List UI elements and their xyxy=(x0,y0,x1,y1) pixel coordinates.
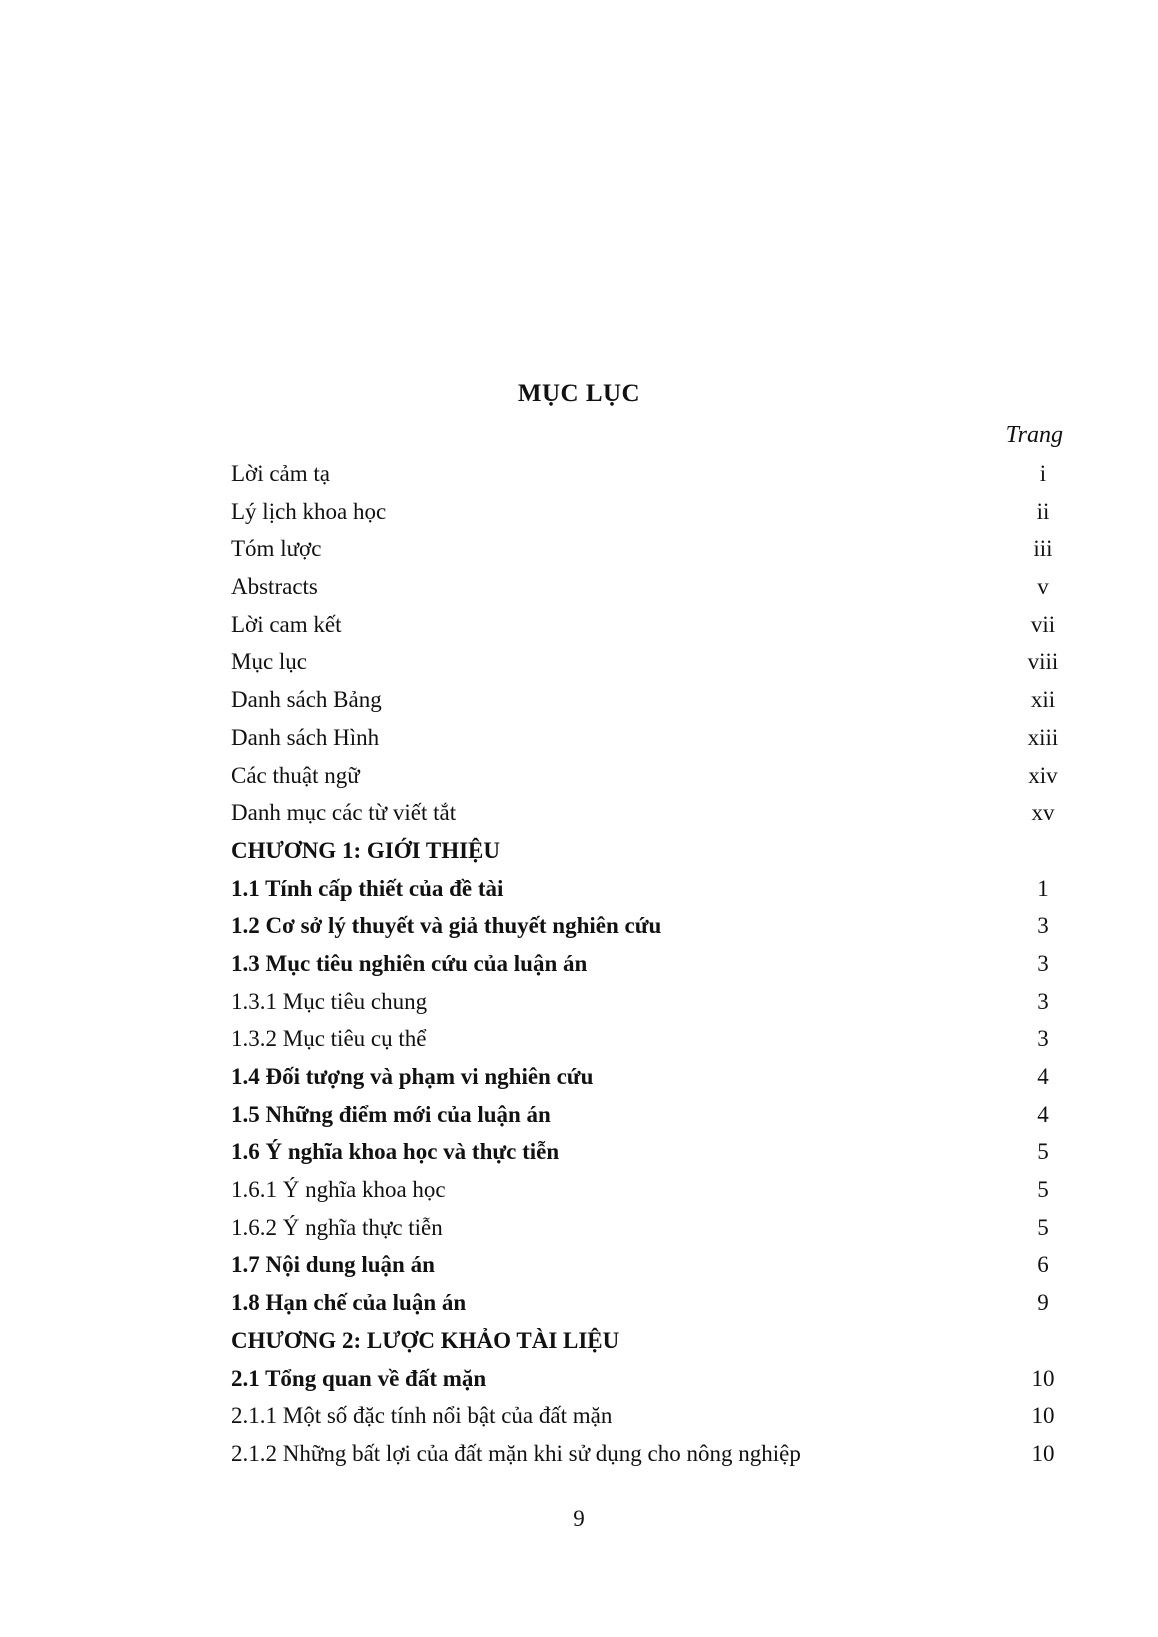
toc-entry-label: 1.3.1 Mục tiêu chung xyxy=(231,988,428,1014)
toc-entry-page: 4 xyxy=(1037,1064,1049,1089)
toc-entry xyxy=(231,1246,1073,1284)
toc-entry-label: 1.4 Đối tượng và phạm vi nghiên cứu xyxy=(231,1064,594,1089)
toc-entry-label: 1.6 Ý nghĩa khoa học và thực tiễn xyxy=(231,1139,560,1165)
toc-entry-label: Lời cam kết xyxy=(231,611,342,637)
table-of-contents xyxy=(231,455,1073,1473)
toc-entry-label: 1.8 Hạn chế của luận án xyxy=(231,1290,467,1316)
toc-entry-page: 3 xyxy=(1037,950,1049,976)
toc-entry-page: 3 xyxy=(1037,1026,1049,1052)
toc-entry xyxy=(231,1058,1073,1096)
toc-entry xyxy=(231,1171,1073,1209)
toc-entry-page: 10 xyxy=(1031,1440,1055,1466)
toc-entry xyxy=(231,832,1073,870)
toc-entry xyxy=(231,1133,1073,1171)
toc-entry-page: 3 xyxy=(1037,988,1049,1014)
toc-entry xyxy=(231,983,1073,1021)
toc-entry xyxy=(231,455,1073,493)
toc-entry-page: 10 xyxy=(1031,1403,1055,1429)
toc-entry-page: xii xyxy=(1030,687,1056,713)
toc-entry-label: Các thuật ngữ xyxy=(231,762,360,788)
toc-entry-page: 1 xyxy=(1037,875,1049,901)
toc-entry xyxy=(231,1397,1073,1435)
toc-entry-label: CHƯƠNG 2: LƯỢC KHẢO TÀI LIỆU xyxy=(231,1327,620,1353)
page-title: MỤC LỤC xyxy=(517,380,641,407)
toc-entry xyxy=(231,945,1073,983)
page-column-header: Trang xyxy=(1005,422,1063,448)
toc-entry-label: 1.1 Tính cấp thiết của đề tài xyxy=(231,875,504,901)
toc-entry xyxy=(231,757,1073,795)
toc-entry-page: xv xyxy=(1031,800,1055,826)
toc-entry-label: 1.3.2 Mục tiêu cụ thể xyxy=(231,1026,427,1052)
toc-entry xyxy=(231,1435,1073,1473)
toc-entry-page: xiii xyxy=(1027,724,1059,750)
toc-entry xyxy=(231,681,1073,719)
toc-entry xyxy=(231,1096,1073,1134)
toc-entry-page: 5 xyxy=(1037,1139,1049,1165)
toc-entry-label: 1.5 Những điểm mới của luận án xyxy=(231,1101,551,1127)
toc-entry-page: 10 xyxy=(1031,1365,1055,1391)
toc-entry-label: 2.1.2 Những bất lợi của đất mặn khi sử dụng cho nông nghiệp xyxy=(231,1440,801,1466)
toc-entry-label: 2.1 Tổng quan về đất mặn xyxy=(231,1365,487,1391)
toc-entry-page: xiv xyxy=(1028,762,1058,788)
toc-entry-page: iii xyxy=(1033,536,1053,562)
toc-entry-label: 1.6.2 Ý nghĩa thực tiễn xyxy=(231,1214,443,1240)
toc-entry xyxy=(231,643,1073,681)
toc-entry-page: 5 xyxy=(1037,1177,1049,1203)
toc-entry-label: Mục lục xyxy=(231,649,308,675)
toc-entry xyxy=(231,1322,1073,1360)
toc-entry-label: Lời cảm tạ xyxy=(231,461,331,486)
toc-entry-label: 1.6.1 Ý nghĩa khoa học xyxy=(231,1177,446,1203)
toc-entry-page: 3 xyxy=(1037,913,1049,939)
toc-entry xyxy=(231,1284,1073,1322)
toc-entry xyxy=(231,870,1073,908)
toc-entry xyxy=(231,719,1073,757)
toc-entry-label: Danh sách Hình xyxy=(231,724,380,750)
toc-entry-page: vii xyxy=(1030,611,1056,637)
toc-entry-label: Lý lịch khoa học xyxy=(231,498,387,524)
toc-entry-label: 2.1.1 Một số đặc tính nổi bật của đất mặn xyxy=(231,1403,613,1429)
toc-entry xyxy=(231,1209,1073,1247)
toc-entry xyxy=(231,1360,1073,1398)
toc-entry-label: Tóm lược xyxy=(231,536,322,562)
toc-entry xyxy=(231,493,1073,531)
toc-entry xyxy=(231,530,1073,568)
toc-entry-page: 4 xyxy=(1037,1101,1049,1127)
toc-entry xyxy=(231,606,1073,644)
toc-entry-label: Danh mục các từ viết tắt xyxy=(231,800,457,826)
toc-entry-page: 5 xyxy=(1037,1214,1049,1240)
toc-entry xyxy=(231,1020,1073,1058)
toc-entry-page: 9 xyxy=(1037,1290,1049,1316)
toc-entry-page: viii xyxy=(1027,649,1059,675)
toc-entry-page: v xyxy=(1037,574,1049,600)
toc-entry-page: i xyxy=(1039,461,1047,486)
toc-entry-page: ii xyxy=(1036,498,1050,524)
toc-entry-label: CHƯƠNG 1: GIỚI THIỆU xyxy=(231,837,501,863)
toc-entry-label: Danh sách Bảng xyxy=(231,687,382,713)
toc-entry-page: 6 xyxy=(1037,1252,1049,1278)
footer-page-number: 9 xyxy=(573,1506,585,1531)
toc-entry xyxy=(231,794,1073,832)
toc-entry xyxy=(231,907,1073,945)
toc-entry-label: Abstracts xyxy=(231,574,318,600)
toc-entry-label: 1.3 Mục tiêu nghiên cứu của luận án xyxy=(231,950,588,976)
toc-entry-label: 1.2 Cơ sở lý thuyết và giả thuyết nghiên cứu xyxy=(231,913,662,939)
toc-entry-label: 1.7 Nội dung luận án xyxy=(231,1252,435,1278)
toc-entry xyxy=(231,568,1073,606)
